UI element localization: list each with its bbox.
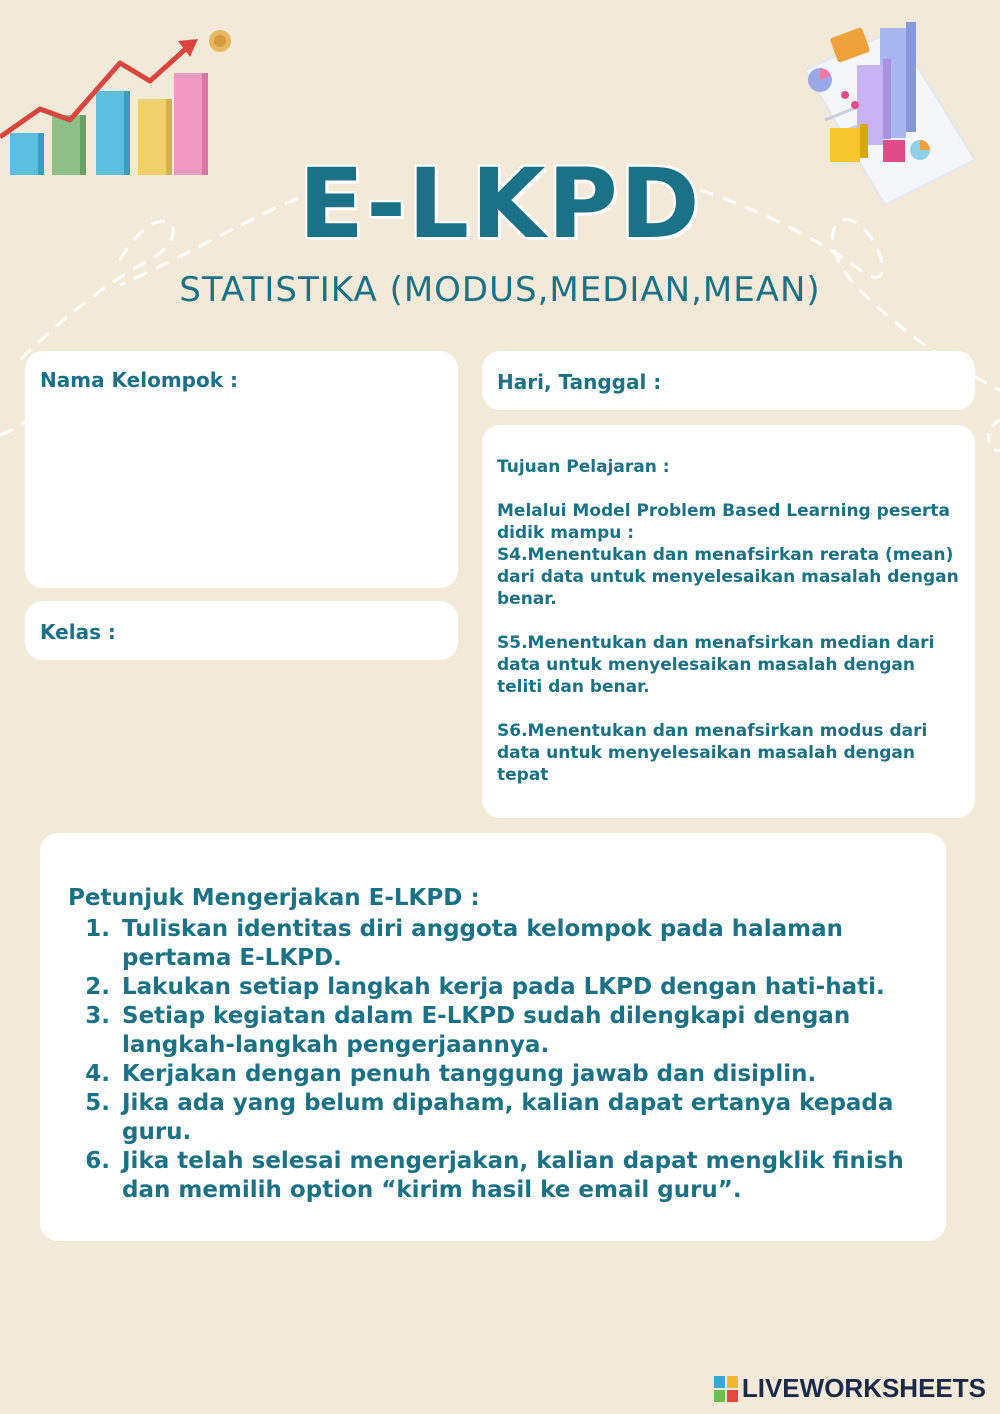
instruction-item: 3. Setiap kegiatan dalam E-LKPD sudah dilengkapi dengan langkah-langkah pengerjaannya. — [118, 1002, 918, 1060]
class-label: Kelas : — [40, 620, 116, 644]
date-label: Hari, Tanggal : — [497, 370, 662, 394]
liveworksheets-wordmark: LIVEWORKSHEETS — [741, 1373, 986, 1403]
objectives-heading: Tujuan Pelajaran : — [497, 457, 670, 477]
objectives-intro: Melalui Model Problem Based Learning peserta didik mampu : — [497, 501, 950, 543]
instruction-item: 6. Jika telah selesai mengerjakan, kalian dapat mengklik finish dan memilih option “kirim hasil ke email guru”. — [118, 1147, 918, 1205]
objective-item: S4.Menentukan dan menafsirkan rerata (mean) dari data untuk menyelesaikan masalah dengan benar. — [497, 545, 959, 609]
instruction-item: 5. Jika ada yang belum dipaham, kalian dapat ertanya kepada guru. — [118, 1089, 918, 1147]
instructions-list — [68, 915, 918, 1205]
instructions-text — [68, 884, 918, 1205]
page-subtitle: STATISTIKA (MODUS,MEDIAN,MEAN) — [179, 270, 821, 310]
objective-item: S5.Menentukan dan menafsirkan median dari data untuk menyelesaikan masalah dengan teliti dan benar. — [497, 633, 935, 697]
group-name-label: Nama Kelompok : — [40, 368, 238, 392]
instruction-item: 2. Lakukan setiap langkah kerja pada LKPD dengan hati-hati. — [118, 973, 918, 1002]
liveworksheets-logo-icon — [714, 1376, 738, 1402]
objectives-text — [497, 456, 959, 808]
instructions-heading: Petunjuk Mengerjakan E-LKPD : — [68, 885, 480, 911]
objective-item: S6.Menentukan dan menafsirkan modus dari data untuk menyelesaikan masalah dengan tepat — [497, 721, 928, 785]
page-title: E-LKPD — [298, 148, 702, 260]
instruction-item: 1. Tuliskan identitas diri anggota kelompok pada halaman pertama E-LKPD. — [118, 915, 918, 973]
liveworksheets-brand[interactable] — [714, 1373, 986, 1404]
instruction-item: 4. Kerjakan dengan penuh tanggung jawab dan disiplin. — [118, 1060, 918, 1089]
